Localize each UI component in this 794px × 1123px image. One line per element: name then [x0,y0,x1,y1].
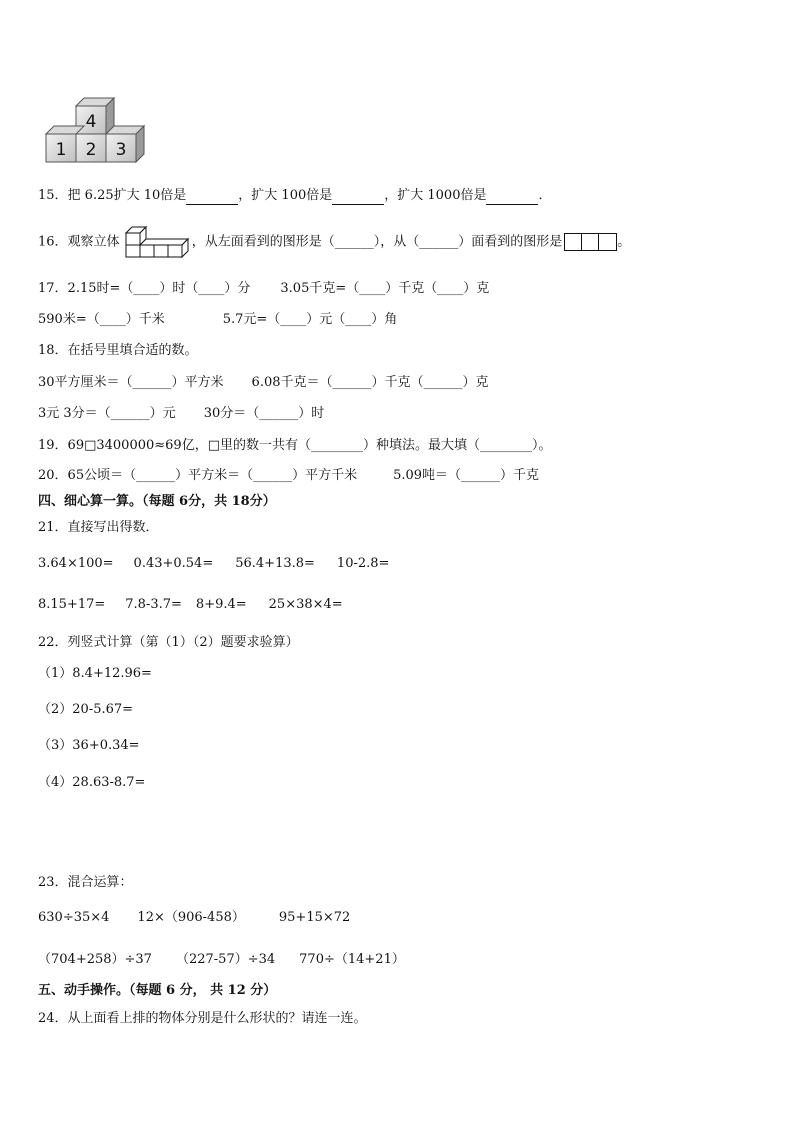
view-grid-figure [564,233,617,251]
question-17-line-2: 590米=（____）千米 5.7元=（____）元（____）角 [38,312,398,327]
cube-label-1: 1 [55,140,67,160]
cube-label-2: 2 [85,140,97,160]
question-21-row-2: 8.15+17= 7.8-3.7= 8+9.4= 25×38×4= [38,597,343,612]
question-23-row-1: 630÷35×4 12×（906-458） 95+15×72 [38,910,351,925]
question-16: 16．观察立体 ，从左面看到的图形是（______），从（______）面看到的图形是 。 [38,233,630,252]
cube-label-3: 3 [115,140,127,160]
question-24: 24．从上面看上排的物体分别是什么形状的？请连一连。 [38,1011,367,1026]
cube-figure [44,96,148,166]
cube-label-top: 4 [85,112,97,132]
question-18-title: 18．在括号里填合适的数。 [38,343,198,358]
section-5-title: 五、动手操作。（每题 6 分， 共 12 分） [38,983,277,998]
question-20: 20．65公顷＝（______）平方米＝（______）平方千米 5.09吨＝（______）千克 [38,468,540,483]
question-22-item-2: （2）20-5.67= [38,702,134,717]
section-4-title: 四、细心算一算。（每题 6分，共 18分） [38,494,276,509]
question-22-item-1: （1）8.4+12.96= [38,666,152,681]
question-21-row-1: 3.64×100= 0.43+0.54= 56.4+13.8= 10-2.8= [38,556,390,571]
question-19: 19．69□3400000≈69亿，□里的数一共有（________）种填法。最大填（________）。 [38,438,552,453]
question-23-row-2: （704+258）÷37 （227-57）÷34 770÷（14+21） [38,952,405,967]
answer-blank[interactable] [186,190,238,205]
question-22-item-4: （4）28.63-8.7= [38,775,146,790]
question-22-item-3: （3）36+0.34= [38,738,140,753]
question-22-title: 22．列竖式计算（第（1）（2）题要求验算） [38,635,299,650]
question-18-line-1: 30平方厘米＝（______）平方米 6.08千克＝（______）千克（______）克 [38,375,489,390]
question-23-title: 23．混合运算： [38,875,133,890]
answer-blank[interactable] [332,190,384,205]
question-17-line-1: 17．2.15时=（____）时（____）分 3.05千克=（____）千克（____）克 [38,281,490,296]
answer-blank[interactable] [486,190,538,205]
solid-figure [124,219,192,265]
question-15: 15．把 6.25扩大 10倍是 ，扩大 100倍是 ，扩大 1000倍是 ． [38,188,552,203]
question-18-line-2: 3元 3分＝（______）元 30分＝（______）时 [38,406,325,421]
question-21-title: 21．直接写出得数． [38,520,159,535]
